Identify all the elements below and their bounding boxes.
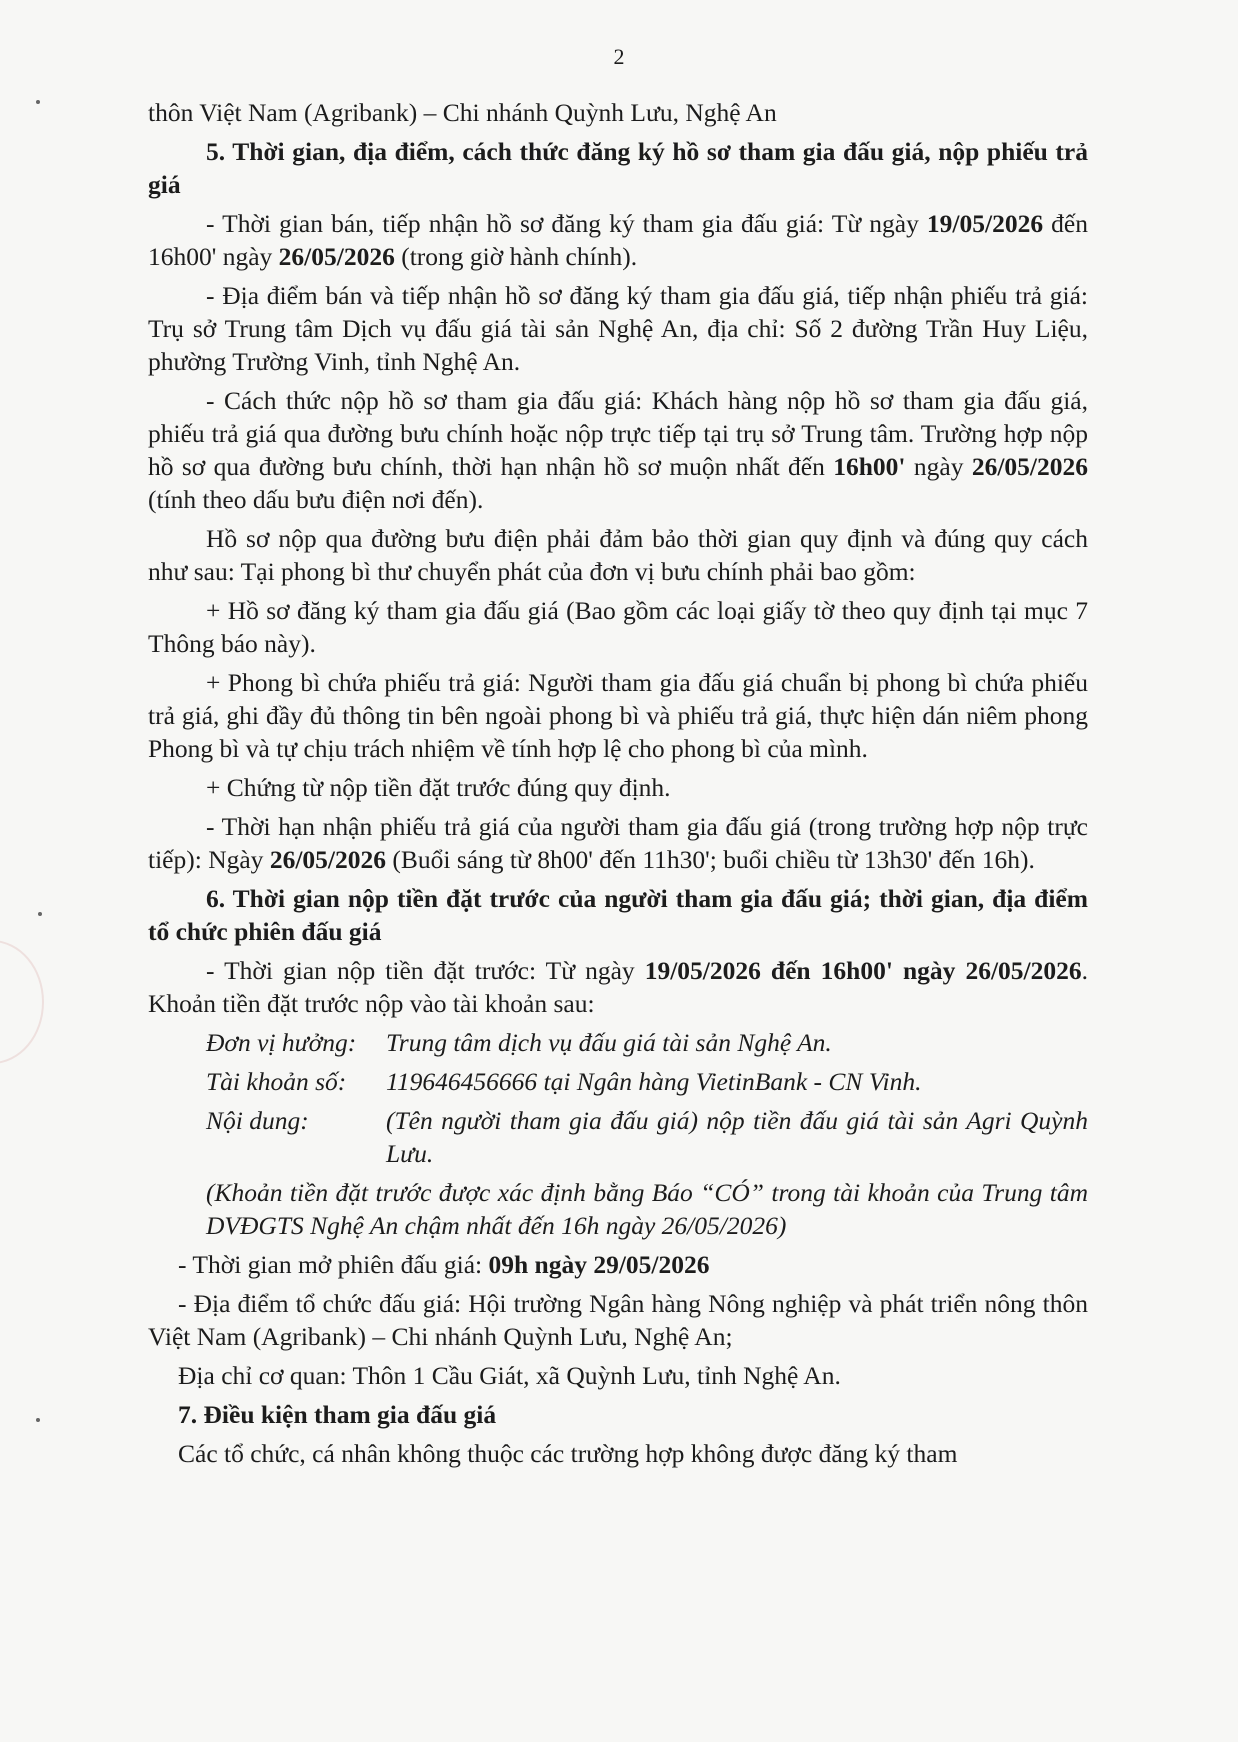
margin-dot	[38, 912, 42, 916]
auction-opening-time: - Thời gian mở phiên đấu giá: 09h ngày 29/05/2026	[178, 1250, 710, 1279]
account-number-row	[206, 1065, 1088, 1098]
account-beneficiary-label: Đơn vị hưởng:	[206, 1028, 357, 1057]
margin-dot	[36, 1418, 40, 1422]
page-number: 2	[613, 44, 625, 69]
deposit-note: (Khoản tiền đặt trước được xác định bằng Báo “CÓ” trong tài khoản của Trung tâm DVĐGTS Nghệ An chậm nhất đến 16h ngày 26/05/2026)	[206, 1178, 1088, 1240]
section-5-heading: 5. Thời gian, địa điểm, cách thức đăng ký hồ sơ tham gia đấu giá, nộp phiếu trả giá	[148, 137, 1088, 199]
eligibility-paragraph: Các tổ chức, cá nhân không thuộc các trường hợp không được đăng ký tham	[178, 1439, 958, 1468]
account-content-row	[206, 1104, 1088, 1170]
postal-requirements-paragraph: Hồ sơ nộp qua đường bưu điện phải đảm bảo thời gian quy định và đúng quy cách như sau: Tại phong bì thư chuyển phát của đơn vị bưu chính phải bao gồm:	[148, 524, 1088, 586]
continuation-line: thôn Việt Nam (Agribank) – Chi nhánh Quỳnh Lưu, Nghệ An	[148, 98, 777, 127]
account-number-value: 119646456666 tại Ngân hàng VietinBank - CN Vinh.	[386, 1067, 922, 1096]
account-content-value: (Tên người tham gia đấu giá) nộp tiền đấu giá tài sản Agri Quỳnh Lưu.	[386, 1106, 1088, 1168]
section-6-heading: 6. Thời gian nộp tiền đặt trước của người tham gia đấu giá; thời gian, địa điểm tổ chức phiên đấu giá	[148, 884, 1088, 946]
submission-method-paragraph: - Cách thức nộp hồ sơ tham gia đấu giá: Khách hàng nộp hồ sơ tham gia đấu giá, phiếu trả giá qua đường bưu chính hoặc nộp trực tiếp tại trụ sở Trung tâm. Trường hợp nộp hồ sơ qua đường bưu chính, thời hạn nhận hồ sơ muộn nhất đến 16h00' ngày 26/05/2026 (tính theo dấu bưu điện nơi đến).	[148, 386, 1088, 514]
location-paragraph: - Địa điểm bán và tiếp nhận hồ sơ đăng ký tham gia đấu giá, tiếp nhận phiếu trả giá: Trụ sở Trung tâm Dịch vụ đấu giá tài sản Nghệ An, địa chỉ: Số 2 đường Trần Huy Liệu, phường Trường Vinh, tỉnh Nghệ An.	[148, 281, 1088, 376]
list-item-envelope: + Phong bì chứa phiếu trả giá: Người tham gia đấu giá chuẩn bị phong bì chứa phiếu trả giá, ghi đầy đủ thông tin bên ngoài phong bì và phiếu trả giá, thực hiện dán niêm phong Phong bì và tự chịu trách nhiệm về tính hợp lệ cho phong bì của mình.	[148, 668, 1088, 763]
account-beneficiary-row	[206, 1026, 1088, 1059]
account-number-label: Tài khoản số:	[206, 1067, 347, 1096]
section-7-heading: 7. Điều kiện tham gia đấu giá	[178, 1400, 497, 1429]
list-item-registration: + Hồ sơ đăng ký tham gia đấu giá (Bao gồm các loại giấy tờ theo quy định tại mục 7 Thông báo này).	[148, 596, 1088, 658]
account-beneficiary-value: Trung tâm dịch vụ đấu giá tài sản Nghệ An.	[386, 1028, 832, 1057]
account-content-label: Nội dung:	[206, 1106, 309, 1135]
deposit-time-paragraph: - Thời gian nộp tiền đặt trước: Từ ngày 19/05/2026 đến 16h00' ngày 26/05/2026. Khoản tiền đặt trước nộp vào tài khoản sau:	[148, 956, 1088, 1018]
margin-dot	[36, 100, 40, 104]
stamp-edge-mark	[0, 940, 44, 1064]
list-item-deposit-proof: + Chứng từ nộp tiền đặt trước đúng quy định.	[206, 773, 671, 802]
bid-deadline-paragraph: - Thời hạn nhận phiếu trả giá của người tham gia đấu giá (trong trường hợp nộp trực tiếp): Ngày 26/05/2026 (Buổi sáng từ 8h00' đến 11h30'; buổi chiều từ 13h30' đến 16h).	[148, 812, 1088, 874]
auction-venue-paragraph: - Địa điểm tổ chức đấu giá: Hội trường Ngân hàng Nông nghiệp và phát triển nông thôn Việt Nam (Agribank) – Chi nhánh Quỳnh Lưu, Nghệ An;	[148, 1289, 1088, 1351]
sale-time-paragraph: - Thời gian bán, tiếp nhận hồ sơ đăng ký tham gia đấu giá: Từ ngày 19/05/2026 đến 16h00' ngày 26/05/2026 (trong giờ hành chính).	[148, 209, 1088, 271]
office-address-line: Địa chỉ cơ quan: Thôn 1 Cầu Giát, xã Quỳnh Lưu, tỉnh Nghệ An.	[178, 1361, 841, 1390]
document-body	[148, 96, 1088, 1476]
